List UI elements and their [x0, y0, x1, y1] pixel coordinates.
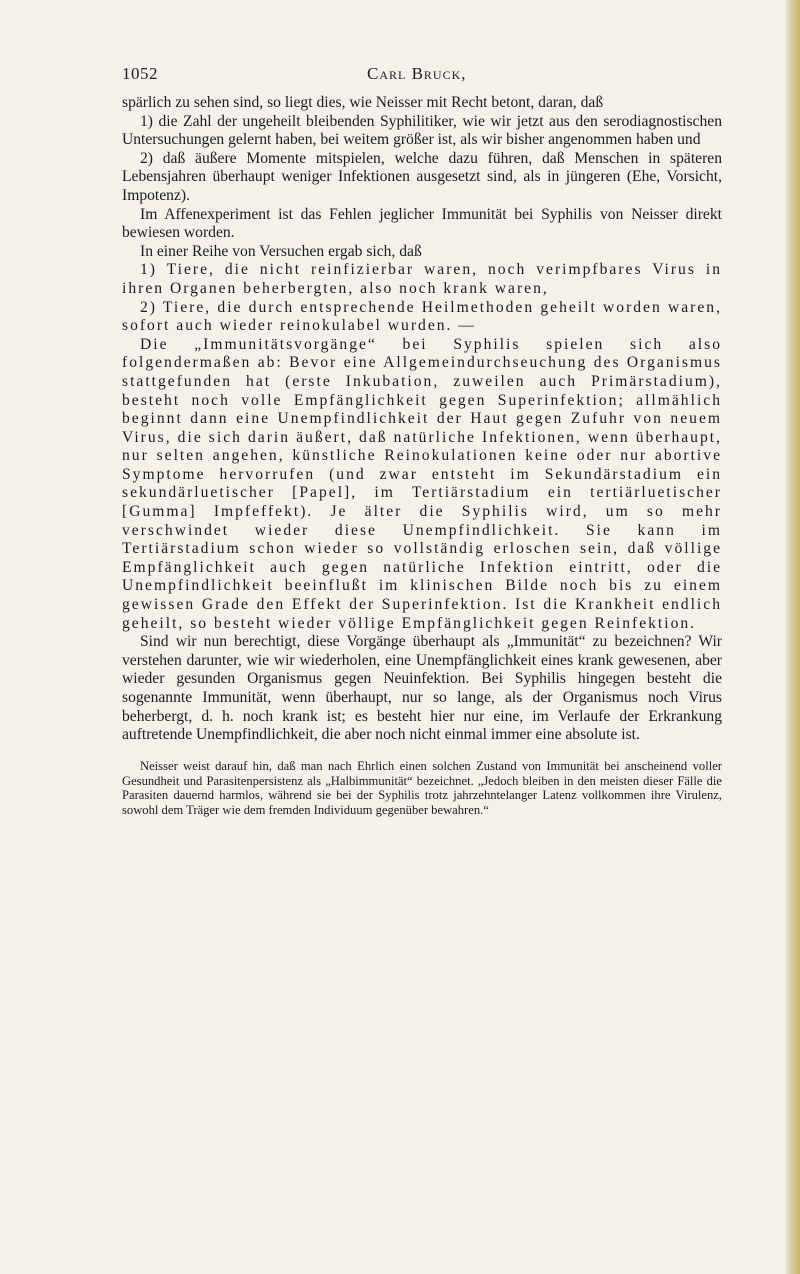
body-text — [122, 94, 722, 745]
paragraph: Sind wir nun berechtigt, diese Vorgänge überhaupt als „Immunität“ zu bezeichnen? Wir verstehen darunter, wie wir wiederholen, eine Unempfänglichkeit eines krank gewesenen, aber wieder gesunden Organismus gegen Neuinfektion. Bei Syphilis hingegen besteht die sogenannte Immunität, wenn überhaupt, nur so lange, als der Organismus noch Virus beherbergt, d. h. noch krank ist; es besteht hier nur eine, im Verlaufe der Erkrankung auftretende Unempfindlichkeit, die aber noch nicht einmal immer eine absolute ist. — [122, 633, 722, 744]
paragraph: 1) Tiere, die nicht reinfizierbar waren, noch verimpfbares Virus in ihren Organen beherbergten, also noch krank waren, — [122, 261, 722, 297]
book-page — [122, 64, 722, 818]
paragraph: spärlich zu sehen sind, so liegt dies, wie Neisser mit Recht betont, daran, daß — [122, 94, 604, 111]
paragraph: In einer Reihe von Versuchen ergab sich, daß — [140, 242, 422, 260]
running-title: Carl Bruck, — [367, 64, 467, 83]
paragraph: Im Affenexperiment ist das Fehlen jeglicher Immunität bei Syphilis von Neisser direkt bewiesen worden. — [122, 205, 722, 242]
paragraph: 2) daß äußere Momente mitspielen, welche dazu führen, daß Menschen in späteren Lebensjahren überhaupt weniger Infektionen ausgesetzt sind, als in jüngeren (Ehe, Vorsicht, Impotenz). — [122, 149, 722, 204]
footnote: Neisser weist darauf hin, daß man nach Ehrlich einen solchen Zustand von Immunität bei anscheinend voller Gesundheit und Parasitenpersistenz als „Halbimmunität“ bezeichnet. „Jedoch bleiben in den meisten dieser Fälle die Parasiten dauernd harmlos, während sie bei der Syphilis trotz jahrzehntelanger Latenz vollkommen ihre Virulenz, sowohl dem Träger wie dem fremden Individuum gegenüber bewahren.“ — [122, 758, 722, 818]
paragraph: 2) Tiere, die durch entsprechende Heilmethoden geheilt worden waren, sofort auch wieder reinokulabel wurden. — — [122, 298, 722, 335]
scan-edge — [786, 0, 800, 1274]
paragraph: Die „Immunitätsvorgänge“ bei Syphilis spielen sich also folgendermaßen ab: Bevor eine Allgemeindurchseuchung des Organismus stattgefunden hat (erste Inkubation, zuweilen auch Primärstadium), besteht noch volle Empfänglichkeit gegen Superinfektion; allmählich beginnt dann eine Unempfindlichkeit der Haut gegen Zufuhr von neuem Virus, die sich darin äußert, daß natürliche Infektionen, wenn überhaupt, nur selten angehen, künstliche Reinokulationen keine oder nur abortive Symptome hervorrufen (und zwar entsteht im Sekundärstadium ein sekundärluetischer [Papel], im Tertiärstadium ein tertiärluetischer [Gumma] Impfeffekt). Je älter die Syphilis wird, um so mehr verschwindet wieder diese Unempfindlichkeit. Sie kann im Tertiärstadium schon wieder so vollständig erloschen sein, daß völlige Empfänglichkeit auch gegen natürliche Infektion eintritt, oder die Unempfindlichkeit beeinflußt im klinischen Bilde noch bis zu einem gewissen Grade den Effekt der Superinfektion. Ist die Krankheit endlich geheilt, so besteht wieder völlige Empfänglichkeit gegen Reinfektion. — [122, 335, 722, 632]
paragraph: 1) die Zahl der ungeheilt bleibenden Syphilitiker, wie wir jetzt aus den serodiagnostischen Untersuchungen gelernt haben, bei weitem größer ist, als wir bisher angenommen haben und — [122, 112, 722, 149]
page-header — [122, 64, 722, 94]
page-number: 1052 — [122, 64, 158, 83]
